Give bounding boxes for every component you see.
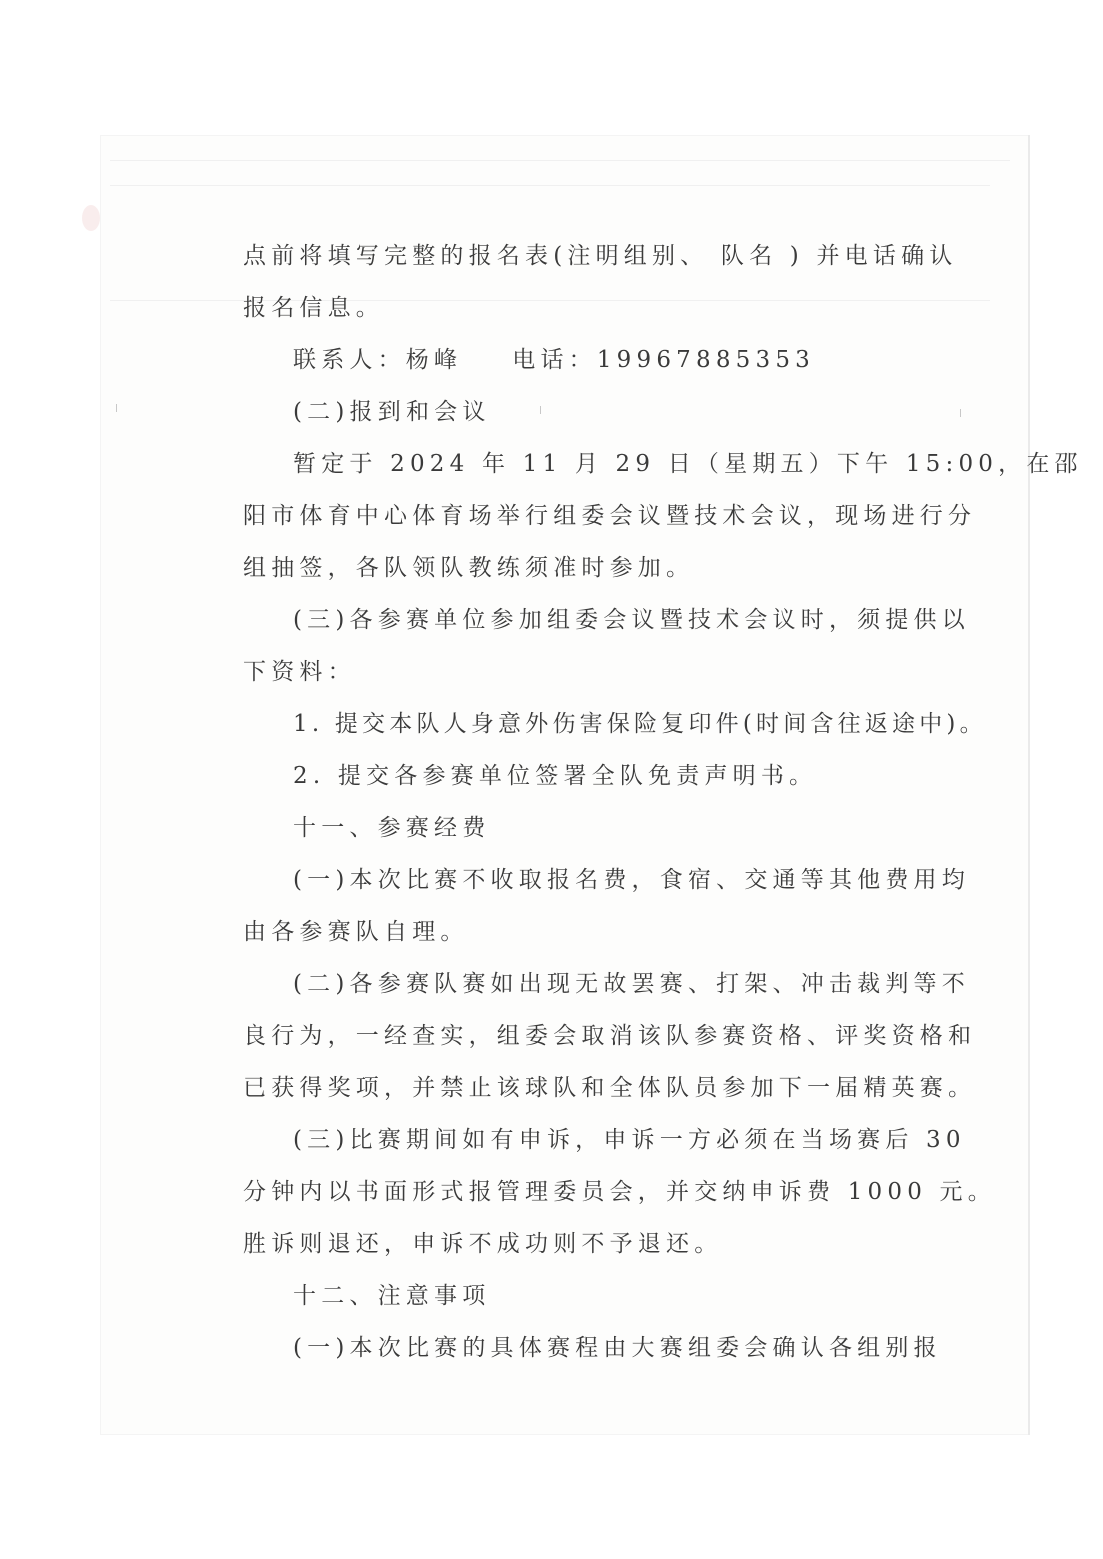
paragraph-meeting-line-3: 组抽签，各队领队教练须准时参加。 <box>243 555 695 581</box>
scan-stain <box>82 205 100 231</box>
scan-tick-mark <box>960 409 961 417</box>
paragraph-fees-3-line-1: (三)比赛期间如有申诉，申诉一方必须在当场赛后 30 <box>293 1127 966 1153</box>
paragraph-fees-2-line-1: (二)各参赛队赛如出现无故罢赛、打架、冲击裁判等不 <box>293 971 970 997</box>
scan-tick-mark <box>116 404 117 412</box>
paragraph-materials-line-2: 下资料： <box>243 659 356 685</box>
paragraph-meeting-line-2: 阳市体育中心体育场举行组委会议暨技术会议，现场进行分 <box>243 503 977 529</box>
paragraph-materials-line-1: (三)各参赛单位参加组委会议暨技术会议时，须提供以 <box>293 607 970 633</box>
paragraph-fees-3-line-3: 胜诉则退还，申诉不成功则不予退还。 <box>243 1231 723 1257</box>
paragraph-fees-1-line-1: (一)本次比赛不收取报名费，食宿、交通等其他费用均 <box>293 867 970 893</box>
page-edge <box>1028 135 1030 1435</box>
scan-artifact-line <box>110 300 990 301</box>
paragraph-fees-2-line-2: 良行为，一经查实，组委会取消该队参赛资格、评奖资格和 <box>243 1023 977 1049</box>
section-heading-fees: 十一、参赛经费 <box>293 815 491 841</box>
paragraph-fees-1-line-2: 由各参赛队自理。 <box>243 919 469 945</box>
paragraph-registration-line-2: 报名信息。 <box>243 295 384 321</box>
scan-tick-mark <box>540 406 541 414</box>
section-heading-notes: 十二、注意事项 <box>293 1283 491 1309</box>
paragraph-registration-line-1: 点前将填写完整的报名表(注明组别、 队名 ) 并电话确认 <box>243 243 958 269</box>
contact-line: 联系人：杨峰 电话：19967885353 <box>293 347 816 373</box>
scan-artifact-line <box>110 160 1010 161</box>
scan-artifact-line <box>110 185 990 186</box>
section-heading-check-in-meeting: (二)报到和会议 <box>293 399 491 425</box>
paragraph-notes-1-line-1: (一)本次比赛的具体赛程由大赛组委会确认各组别报 <box>293 1335 942 1361</box>
paragraph-meeting-line-1: 暂定于 2024 年 11 月 29 日（星期五）下午 15:00，在邵 <box>293 451 1083 477</box>
paragraph-fees-3-line-2: 分钟内以书面形式报管理委员会，并交纳申诉费 1000 元。 <box>243 1179 996 1205</box>
paragraph-fees-2-line-3: 已获得奖项，并禁止该球队和全体队员参加下一届精英赛。 <box>243 1075 977 1101</box>
list-item-waiver: 2. 提交各参赛单位签署全队免责声明书。 <box>293 763 818 789</box>
list-item-insurance: 1. 提交本队人身意外伤害保险复印件(时间含往返途中)。 <box>293 711 987 737</box>
